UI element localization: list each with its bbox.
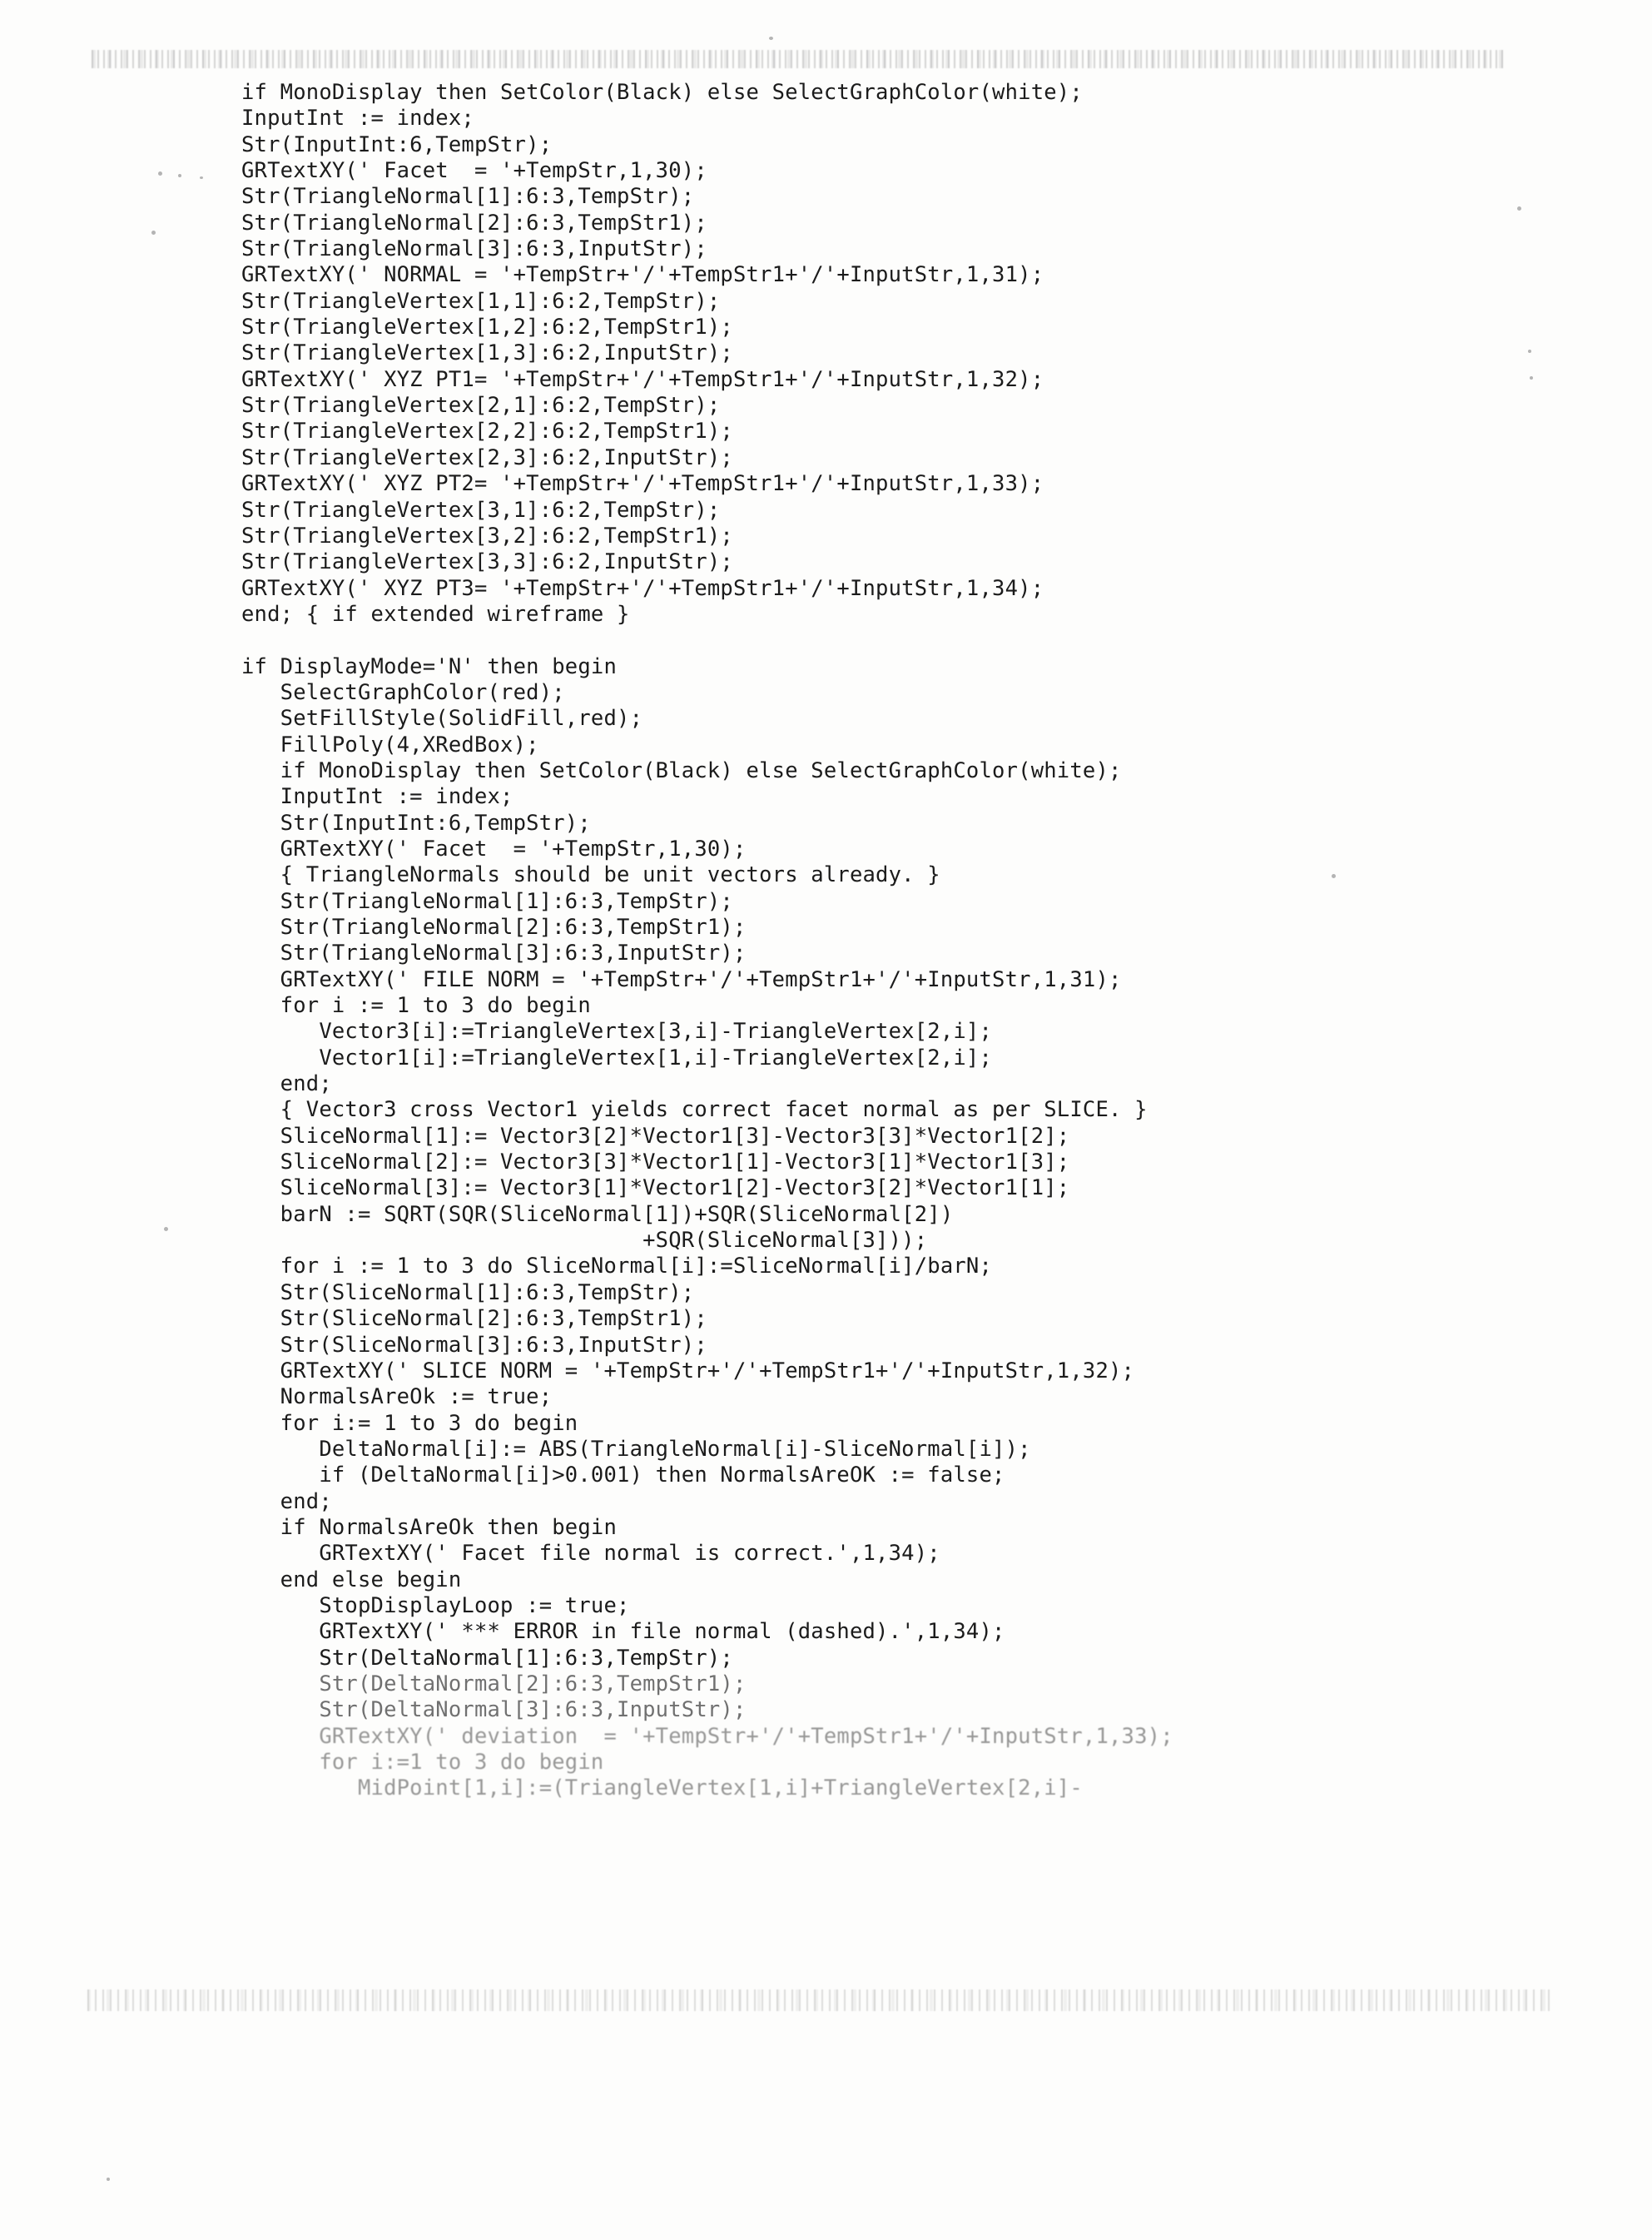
scan-noise-top bbox=[92, 50, 1506, 68]
scan-speck bbox=[158, 171, 162, 176]
code-line: GRTextXY(' FILE NORM = '+TempStr+'/'+TempStr1+'/'+InputStr,1,31); bbox=[241, 966, 1122, 992]
code-line: SliceNormal[3]:= Vector3[1]*Vector1[2]-Vector3[2]*Vector1[1]; bbox=[241, 1175, 1070, 1201]
code-line: GRTextXY(' Facet file normal is correct.',1,34); bbox=[241, 1541, 940, 1567]
code-line: GRTextXY(' deviation = '+TempStr+'/'+TempStr1+'/'+InputStr,1,33); bbox=[241, 1723, 1173, 1749]
code-line bbox=[241, 628, 1540, 653]
code-line: GRTextXY(' *** ERROR in file normal (dashed).',1,34); bbox=[241, 1619, 1005, 1645]
code-line: for i := 1 to 3 do begin bbox=[241, 993, 591, 1019]
code-line: SetFillStyle(SolidFill,red); bbox=[241, 706, 643, 732]
code-line: barN := SQRT(SQR(SliceNormal[1])+SQR(SliceNormal[2]) bbox=[241, 1201, 954, 1227]
code-line: GRTextXY(' XYZ PT2= '+TempStr+'/'+TempStr1+'/'+InputStr,1,33); bbox=[241, 471, 1044, 497]
code-line: Str(TriangleNormal[1]:6:3,TempStr); bbox=[241, 184, 695, 210]
scan-noise-bottom bbox=[87, 1989, 1552, 2011]
code-line: +SQR(SliceNormal[3])); bbox=[241, 1228, 928, 1254]
code-line: end; { if extended wireframe } bbox=[241, 601, 630, 627]
source-code-listing bbox=[241, 80, 1540, 1802]
code-line: Str(TriangleVertex[3,2]:6:2,TempStr1); bbox=[241, 523, 733, 549]
scan-speck bbox=[769, 37, 773, 40]
code-line: Vector3[i]:=TriangleVertex[3,i]-TriangleVertex[2,i]; bbox=[241, 1019, 993, 1045]
code-line: Str(SliceNormal[2]:6:3,TempStr1); bbox=[241, 1306, 707, 1332]
code-line: if MonoDisplay then SetColor(Black) else SelectGraphColor(white); bbox=[241, 80, 1083, 105]
code-line: GRTextXY(' Facet = '+TempStr,1,30); bbox=[241, 158, 707, 184]
code-line: GRTextXY(' Facet = '+TempStr,1,30); bbox=[241, 836, 747, 862]
code-line: StopDisplayLoop := true; bbox=[241, 1592, 630, 1618]
scan-speck bbox=[164, 1227, 168, 1231]
code-line: end; bbox=[241, 1071, 332, 1097]
code-line: NormalsAreOk := true; bbox=[241, 1384, 553, 1410]
code-line: FillPoly(4,XRedBox); bbox=[241, 732, 539, 757]
code-line: end else begin bbox=[241, 1567, 462, 1592]
code-line: Str(InputInt:6,TempStr); bbox=[241, 810, 591, 836]
code-line: SelectGraphColor(red); bbox=[241, 679, 565, 705]
code-line: Str(TriangleNormal[2]:6:3,TempStr1); bbox=[241, 915, 747, 940]
code-line: Str(TriangleNormal[2]:6:3,TempStr1); bbox=[241, 210, 707, 236]
code-line: InputInt := index; bbox=[241, 784, 513, 810]
scan-speck bbox=[151, 231, 156, 235]
code-line: if (DeltaNormal[i]>0.001) then NormalsAreOK := false; bbox=[241, 1463, 1005, 1488]
code-line: Str(TriangleVertex[2,3]:6:2,InputStr); bbox=[241, 445, 733, 470]
code-line: Str(DeltaNormal[1]:6:3,TempStr); bbox=[241, 1645, 733, 1671]
code-line: { Vector3 cross Vector1 yields correct facet normal as per SLICE. } bbox=[241, 1097, 1148, 1123]
code-line: Str(TriangleVertex[2,2]:6:2,TempStr1); bbox=[241, 419, 733, 445]
code-line: Vector1[i]:=TriangleVertex[1,i]-TriangleVertex[2,i]; bbox=[241, 1045, 993, 1070]
code-line: Str(DeltaNormal[2]:6:3,TempStr1); bbox=[241, 1671, 747, 1696]
code-line: Str(DeltaNormal[3]:6:3,InputStr); bbox=[241, 1697, 747, 1723]
code-line: InputInt := index; bbox=[241, 106, 474, 132]
code-line: Str(TriangleVertex[2,1]:6:2,TempStr); bbox=[241, 393, 721, 419]
code-line: Str(TriangleVertex[1,2]:6:2,TempStr1); bbox=[241, 315, 733, 340]
code-line: Str(TriangleVertex[1,1]:6:2,TempStr); bbox=[241, 288, 721, 314]
code-line: Str(TriangleNormal[1]:6:3,TempStr); bbox=[241, 888, 733, 914]
code-line: Str(SliceNormal[1]:6:3,TempStr); bbox=[241, 1279, 695, 1305]
code-line: if MonoDisplay then SetColor(Black) else SelectGraphColor(white); bbox=[241, 757, 1122, 783]
scan-speck bbox=[200, 176, 203, 179]
code-line: for i := 1 to 3 do SliceNormal[i]:=SliceNormal[i]/barN; bbox=[241, 1254, 993, 1279]
code-line: SliceNormal[1]:= Vector3[2]*Vector1[3]-Vector3[3]*Vector1[2]; bbox=[241, 1123, 1070, 1149]
code-line: Str(TriangleNormal[3]:6:3,InputStr); bbox=[241, 236, 707, 262]
code-line: { TriangleNormals should be unit vectors already. } bbox=[241, 862, 940, 888]
code-line: DeltaNormal[i]:= ABS(TriangleNormal[i]-SliceNormal[i]); bbox=[241, 1436, 1031, 1462]
code-line: MidPoint[1,i]:=(TriangleVertex[1,i]+TriangleVertex[2,i]- bbox=[241, 1776, 1083, 1801]
code-line: GRTextXY(' NORMAL = '+TempStr+'/'+TempStr1+'/'+InputStr,1,31); bbox=[241, 262, 1044, 288]
code-line: if DisplayMode='N' then begin bbox=[241, 653, 618, 679]
code-line: if NormalsAreOk then begin bbox=[241, 1514, 618, 1540]
code-line: GRTextXY(' XYZ PT3= '+TempStr+'/'+TempStr1+'/'+InputStr,1,34); bbox=[241, 575, 1044, 601]
code-line: Str(TriangleVertex[3,3]:6:2,InputStr); bbox=[241, 549, 733, 575]
scan-speck bbox=[178, 174, 181, 177]
code-line: for i:= 1 to 3 do begin bbox=[241, 1410, 578, 1436]
code-line: Str(SliceNormal[3]:6:3,InputStr); bbox=[241, 1332, 707, 1358]
code-line: Str(TriangleNormal[3]:6:3,InputStr); bbox=[241, 941, 747, 966]
code-line: Str(InputInt:6,TempStr); bbox=[241, 132, 553, 157]
code-line: for i:=1 to 3 do begin bbox=[241, 1750, 604, 1775]
code-line: end; bbox=[241, 1488, 332, 1514]
scan-speck bbox=[107, 2178, 110, 2181]
code-line: GRTextXY(' SLICE NORM = '+TempStr+'/'+TempStr1+'/'+InputStr,1,32); bbox=[241, 1358, 1135, 1383]
code-line: GRTextXY(' XYZ PT1= '+TempStr+'/'+TempStr1+'/'+InputStr,1,32); bbox=[241, 366, 1044, 392]
code-line: Str(TriangleVertex[1,3]:6:2,InputStr); bbox=[241, 340, 733, 366]
code-line: SliceNormal[2]:= Vector3[3]*Vector1[1]-Vector3[1]*Vector1[3]; bbox=[241, 1150, 1070, 1175]
code-line: Str(TriangleVertex[3,1]:6:2,TempStr); bbox=[241, 497, 721, 523]
